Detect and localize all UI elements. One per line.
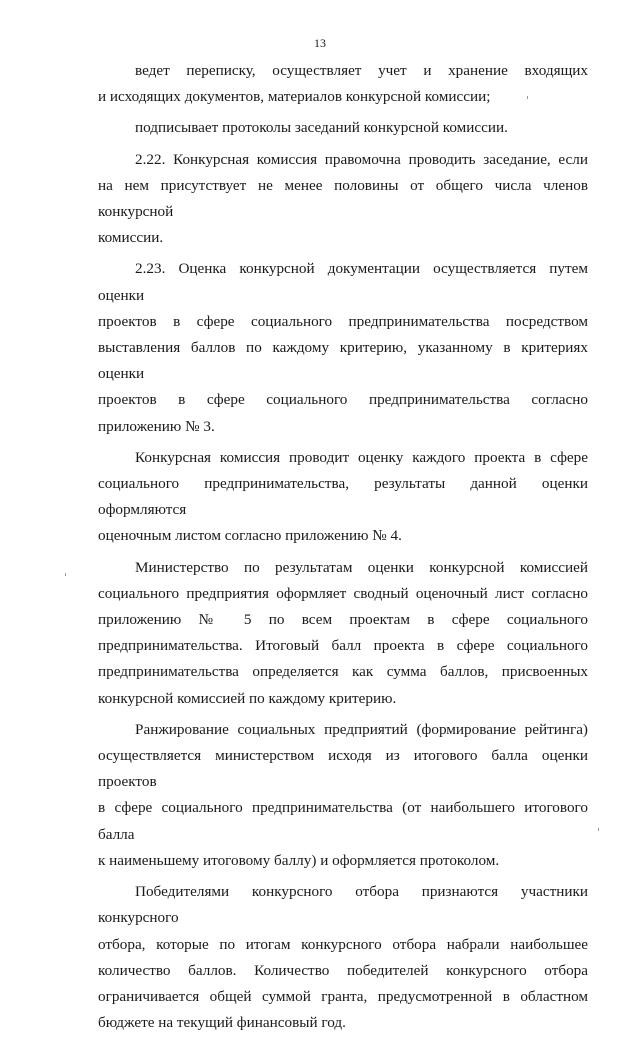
text-line: на нем присутствует не менее половины от общего числа членов конкурсной (98, 176, 588, 221)
text-line: проектов в сфере социального предпринимательства согласно (98, 391, 588, 409)
text-line: Ранжирование социальных предприятий (формирование рейтинга) (135, 720, 588, 738)
text-line: оценочным листом согласно приложению № 4. (98, 527, 402, 545)
text-line: в сфере социального предпринимательства (от наибольшего итогового балла (98, 799, 588, 843)
paragraph (98, 717, 588, 874)
text-line: предпринимательства. Итоговый балл проекта в сфере социального (98, 637, 588, 655)
text-line: и исходящих документов, материалов конкурсной комиссии; (98, 88, 491, 106)
text-line: Министерство по результатам оценки конкурсной комиссией (135, 558, 588, 576)
scan-speck (65, 573, 66, 576)
text-line: комиссии. (98, 229, 164, 247)
text-line: бюджете на текущий финансовый год. (98, 1014, 346, 1032)
text-line: социального предприятия оформляет сводный оценочный лист согласно (98, 584, 588, 602)
text-line: Конкурсная комиссия проводит оценку каждого проекта в сфере (135, 448, 588, 466)
text-line: подписывает протоколы заседаний конкурсной комиссии. (135, 119, 508, 137)
document-body (98, 58, 588, 1041)
paragraph (98, 445, 588, 550)
text-line: выставления баллов по каждому критерию, указанному в критериях оценки (98, 339, 588, 383)
scan-speck (527, 96, 528, 99)
text-line: проектов в сфере социального предпринимательства посредством (98, 312, 588, 330)
paragraph (98, 555, 588, 712)
text-line: 2.22. Конкурсная комиссия правомочна проводить заседание, если (135, 150, 588, 168)
text-line: ведет переписку, осуществляет учет и хранение входящих (135, 62, 588, 79)
text-line: приложению № 5 по всем проектам в сфере социального (98, 611, 588, 629)
scan-speck (598, 828, 599, 831)
text-line: отбора, которые по итогам конкурсного отбора набрали наибольшее (98, 935, 588, 953)
text-line: социального предпринимательства, результаты данной оценки оформляются (98, 475, 588, 519)
paragraph (98, 256, 588, 439)
paragraph (98, 115, 588, 141)
page-number: 13 (314, 36, 326, 50)
text-line: 2.23. Оценка конкурсной документации осуществляется путем оценки (98, 260, 588, 304)
paragraph (98, 58, 588, 110)
text-line: приложению № 3. (98, 417, 215, 435)
text-line: предпринимательства определяется как сумма баллов, присвоенных (98, 663, 588, 681)
text-line: количество баллов. Количество победителей конкурсного отбора (98, 961, 588, 979)
text-line: осуществляется министерством исходя из итогового балла оценки проектов (98, 747, 588, 791)
paragraph (98, 879, 588, 1036)
paragraph (98, 147, 588, 252)
text-line: конкурсной комиссией по каждому критерию. (98, 689, 397, 707)
text-line: ограничивается общей суммой гранта, предусмотренной в областном (98, 987, 588, 1005)
text-line: Победителями конкурсного отбора признаются участники конкурсного (98, 883, 588, 927)
text-line: к наименьшему итоговому баллу) и оформляется протоколом. (98, 851, 500, 869)
